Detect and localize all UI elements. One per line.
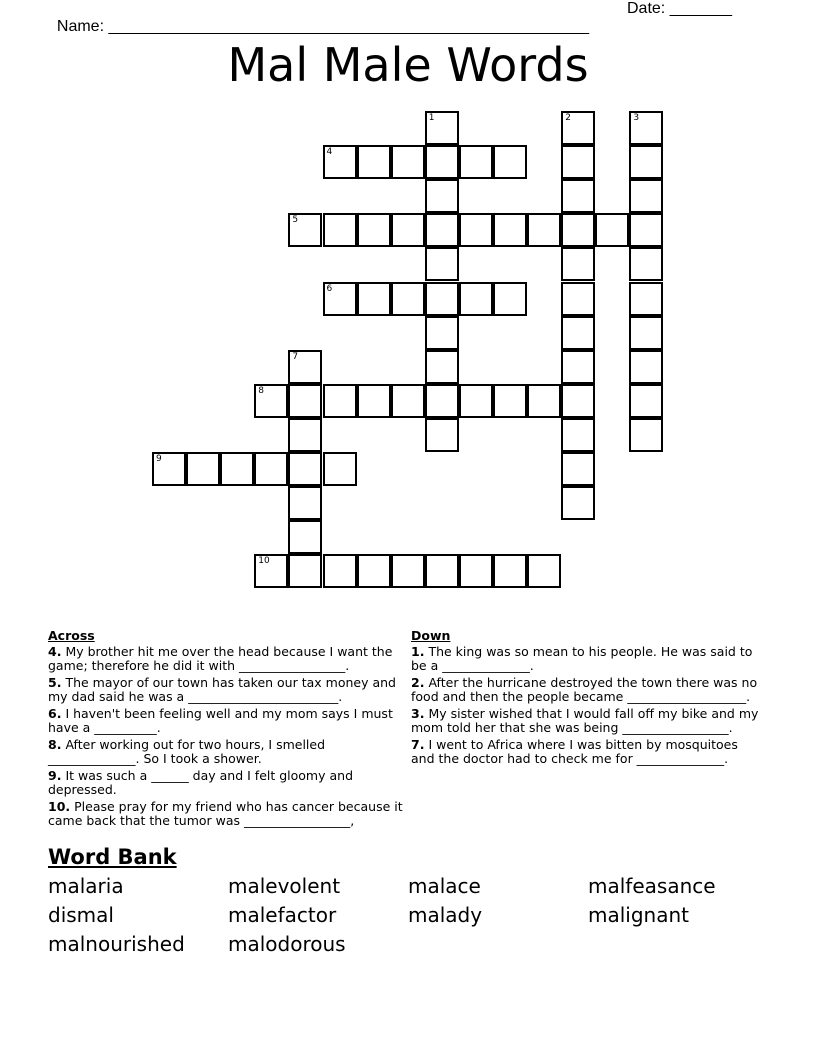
grid-cell[interactable] [629, 384, 663, 418]
grid-cell[interactable] [288, 213, 322, 247]
grid-cell[interactable] [425, 418, 459, 452]
clue-number: 5 [292, 215, 299, 226]
grid-cell[interactable] [459, 213, 493, 247]
clue-number: 6 [326, 283, 333, 294]
grid-cell[interactable] [629, 247, 663, 281]
grid-cell[interactable] [391, 554, 425, 588]
grid-cell[interactable] [357, 282, 391, 316]
grid-cell[interactable] [288, 384, 322, 418]
grid-cell[interactable] [425, 282, 459, 316]
across-clue-4: 4. My brother hit me over the head because I want the game; therefore he did it with _________________. [48, 644, 393, 673]
word-bank-item: malevolent [228, 874, 341, 898]
grid-cell[interactable] [288, 452, 322, 486]
grid-cell[interactable] [288, 418, 322, 452]
word-bank-item: malignant [588, 903, 689, 927]
grid-cell[interactable] [323, 452, 357, 486]
grid-cell[interactable] [357, 554, 391, 588]
date-field[interactable]: Date: _______ [627, 0, 732, 17]
clue-number: 1 [428, 113, 435, 123]
grid-cell[interactable] [493, 282, 527, 316]
grid-cell[interactable] [561, 282, 595, 316]
grid-cell[interactable] [323, 213, 357, 247]
grid-cell[interactable] [152, 452, 186, 486]
word-bank-heading: Word Bank [48, 845, 177, 869]
down-clue-1: 1. The king was so mean to his people. He was said to be a ______________. [411, 644, 753, 673]
clue-number: 2 [565, 113, 571, 123]
grid-cell[interactable] [527, 384, 561, 418]
grid-cell[interactable] [288, 350, 322, 384]
down-clue-3: 3. My sister wished that I would fall off my bike and my mom told her that she was being _________________. [411, 706, 759, 735]
clue-number: 9 [156, 454, 162, 464]
down-clue-2: 2. After the hurricane destroyed the town there was no food and then the people became ___________________. [411, 675, 758, 704]
grid-cell[interactable] [425, 213, 459, 247]
grid-cell[interactable] [561, 384, 595, 418]
across-heading: Across [48, 628, 95, 643]
grid-cell[interactable] [561, 452, 595, 486]
grid-cell[interactable] [561, 213, 595, 247]
word-bank [48, 873, 788, 960]
grid-cell[interactable] [629, 145, 663, 179]
grid-cell[interactable] [561, 350, 595, 384]
word-bank-item: malodorous [228, 932, 346, 956]
grid-cell[interactable] [561, 247, 595, 281]
grid-cell[interactable] [459, 145, 493, 179]
grid-cell[interactable] [425, 316, 459, 350]
grid-cell[interactable] [629, 213, 663, 247]
grid-cell[interactable] [425, 179, 459, 213]
name-field[interactable]: Name: ______________________________________________________ [56, 18, 589, 35]
grid-cell[interactable] [425, 350, 459, 384]
grid-cell[interactable] [629, 418, 663, 452]
grid-cell[interactable] [527, 213, 561, 247]
grid-cell[interactable] [323, 145, 357, 179]
grid-cell[interactable] [425, 145, 459, 179]
clue-number: 10 [258, 556, 270, 567]
grid-cell[interactable] [254, 384, 288, 418]
grid-cell[interactable] [561, 111, 595, 145]
grid-cell[interactable] [561, 486, 595, 520]
grid-cell[interactable] [459, 384, 493, 418]
grid-cell[interactable] [288, 486, 322, 520]
down-clue-7: 7. I went to Africa where I was bitten by mosquitoes and the doctor had to check me for ______________. [411, 737, 738, 766]
grid-cell[interactable] [527, 554, 561, 588]
grid-cell[interactable] [493, 145, 527, 179]
grid-cell[interactable] [561, 145, 595, 179]
word-bank-item: malfeasance [588, 874, 716, 898]
grid-cell[interactable] [391, 213, 425, 247]
grid-cell[interactable] [561, 316, 595, 350]
page-title: Mal Male Words [227, 38, 589, 92]
word-bank-item: malace [408, 874, 481, 898]
grid-cell[interactable] [391, 145, 425, 179]
across-clue-6: 6. I haven't been feeling well and my mom says I must have a __________. [48, 706, 393, 735]
grid-cell[interactable] [425, 554, 459, 588]
grid-cell[interactable] [254, 452, 288, 486]
across-clues [48, 629, 408, 831]
grid-cell[interactable] [357, 384, 391, 418]
word-bank-item: dismal [48, 903, 114, 927]
grid-cell[interactable] [629, 316, 663, 350]
clue-number: 4 [326, 147, 333, 158]
clue-number: 8 [258, 385, 265, 396]
grid-cell[interactable] [493, 554, 527, 588]
grid-cell[interactable] [425, 111, 459, 145]
grid-cell[interactable] [391, 282, 425, 316]
across-clue-5: 5. The mayor of our town has taken our tax money and my dad said he was a ________________________. [48, 675, 396, 704]
grid-cell[interactable] [323, 282, 357, 316]
grid-cell[interactable] [391, 384, 425, 418]
grid-cell[interactable] [288, 520, 322, 554]
grid-cell[interactable] [629, 179, 663, 213]
grid-cell[interactable] [220, 452, 254, 486]
across-clue-10: 10. Please pray for my friend who has cancer because it came back that the tumor was _________________, [48, 799, 403, 828]
grid-cell[interactable] [357, 213, 391, 247]
grid-cell[interactable] [357, 145, 391, 179]
word-bank-item: malnourished [48, 932, 185, 956]
grid-cell[interactable] [323, 384, 357, 418]
across-clue-9: 9. It was such a ______ day and I felt gloomy and depressed. [48, 768, 353, 797]
grid-cell[interactable] [459, 282, 493, 316]
clue-number: 3 [633, 113, 640, 123]
grid-cell[interactable] [288, 554, 322, 588]
grid-cell[interactable] [493, 384, 527, 418]
grid-cell[interactable] [561, 179, 595, 213]
grid-cell[interactable] [561, 418, 595, 452]
grid-cell[interactable] [629, 282, 663, 316]
grid-cell[interactable] [595, 213, 629, 247]
down-heading: Down [411, 628, 451, 643]
down-clues [411, 629, 761, 769]
grid-cell[interactable] [323, 554, 357, 588]
grid-cell[interactable] [459, 554, 493, 588]
grid-cell[interactable] [425, 247, 459, 281]
grid-cell[interactable] [425, 384, 459, 418]
word-bank-item: malaria [48, 874, 124, 898]
grid-cell[interactable] [629, 350, 663, 384]
grid-cell[interactable] [493, 213, 527, 247]
word-bank-item: malefactor [228, 903, 337, 927]
grid-cell[interactable] [629, 111, 663, 145]
word-bank-item: malady [408, 903, 483, 927]
clue-number: 7 [292, 351, 299, 362]
across-clue-8: 8. After working out for two hours, I smelled ______________. So I took a shower. [48, 737, 326, 766]
grid-cell[interactable] [186, 452, 220, 486]
grid-cell[interactable] [254, 554, 288, 588]
